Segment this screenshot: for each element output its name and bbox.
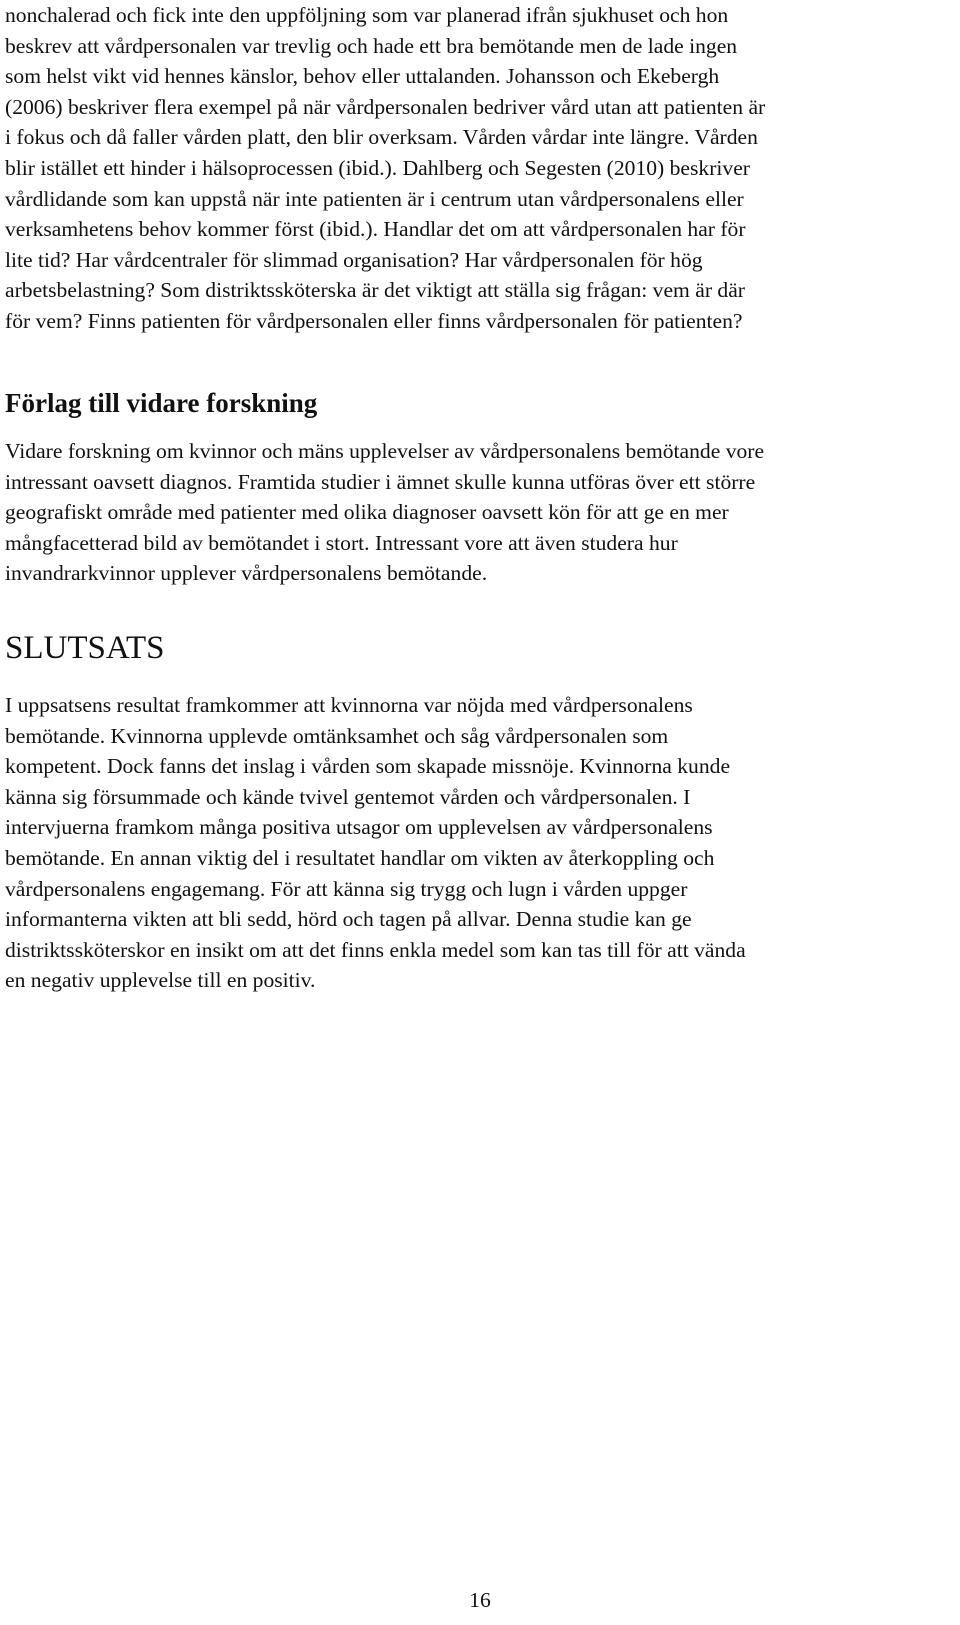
- page-number: 16: [469, 1588, 491, 1612]
- section-heading-future-research: Förlag till vidare forskning: [5, 388, 318, 418]
- text-line: invandrarkvinnor upplever vårdpersonalens bemötande.: [5, 561, 488, 586]
- text-line: mångfacetterad bild av bemötandet i stort. Intressant vore att även studera hur: [5, 530, 678, 555]
- text-line: geografiskt område med patienter med olika diagnoser oavsett kön för att ge en mer: [5, 500, 729, 525]
- text-line: en negativ upplevelse till en positiv.: [5, 968, 316, 993]
- text-line: intervjuerna framkom många positiva utsagor om upplevelsen av vårdpersonalens: [5, 815, 713, 840]
- text-line: I uppsatsens resultat framkommer att kvinnorna var nöjda med vårdpersonalens: [5, 693, 693, 717]
- text-line: vårdlidande som kan uppstå när inte patienten är i centrum utan vårdpersonalens eller: [5, 186, 744, 211]
- text-line: distriktssköterskor en insikt om att det finns enkla medel som kan tas till för att vända: [5, 937, 746, 962]
- text-line: arbetsbelastning? Som distriktssköterska är det viktigt att ställa sig frågan: vem är där: [5, 278, 745, 303]
- text-line: (2006) beskriver flera exempel på när vårdpersonalen bedriver vård utan att patienten är: [5, 94, 766, 119]
- text-line: verksamhetens behov kommer först (ibid.). Handlar det om att vårdpersonalen har för: [5, 217, 746, 242]
- text-line: beskrev att vårdpersonalen var trevlig och hade ett bra bemötande men de lade ingen: [5, 33, 738, 58]
- text-line: i fokus och då faller vården platt, den blir overksam. Vården vårdar inte längre. Vården: [5, 125, 758, 150]
- section-heading-conclusion: SLUTSATS: [5, 630, 165, 666]
- text-line: Vidare forskning om kvinnor och mäns upplevelser av vårdpersonalens bemötande vore: [5, 439, 765, 463]
- text-line: kompetent. Dock fanns det inslag i vården som skapade missnöje. Kvinnorna kunde: [5, 754, 731, 779]
- conclusion-paragraph: [5, 690, 953, 996]
- text-line: nonchalerad och fick inte den uppföljning som var planerad ifrån sjukhuset och hon: [5, 3, 729, 27]
- text-line: bemötande. Kvinnorna upplevde omtänksamhet och såg vårdpersonalen som: [5, 723, 669, 748]
- text-line: för vem? Finns patienten för vårdpersonalen eller finns vårdpersonalen för patienten?: [5, 308, 743, 333]
- text-line: vårdpersonalens engagemang. För att känna sig trygg och lugn i vården uppger: [5, 876, 688, 901]
- text-line: känna sig försummade och kände tvivel gentemot vården och vårdpersonalen. I: [5, 784, 691, 809]
- text-line: som helst vikt vid hennes känslor, behov eller uttalanden. Johansson och Ekebergh: [5, 64, 720, 89]
- text-line: intressant oavsett diagnos. Framtida studier i ämnet skulle kunna utföras över ett större: [5, 469, 756, 494]
- text-line: bemötande. En annan viktig del i resultatet handlar om vikten av återkoppling och: [5, 845, 715, 870]
- text-line: blir istället ett hinder i hälsoprocessen (ibid.). Dahlberg och Segesten (2010) beskriver: [5, 155, 750, 180]
- future-research-paragraph: [5, 436, 953, 589]
- text-line: lite tid? Har vårdcentraler för slimmad organisation? Har vårdpersonalen för hög: [5, 247, 703, 272]
- discussion-paragraph: [5, 0, 953, 337]
- text-line: informanterna vikten att bli sedd, hörd och tagen på allvar. Denna studie kan ge: [5, 907, 692, 932]
